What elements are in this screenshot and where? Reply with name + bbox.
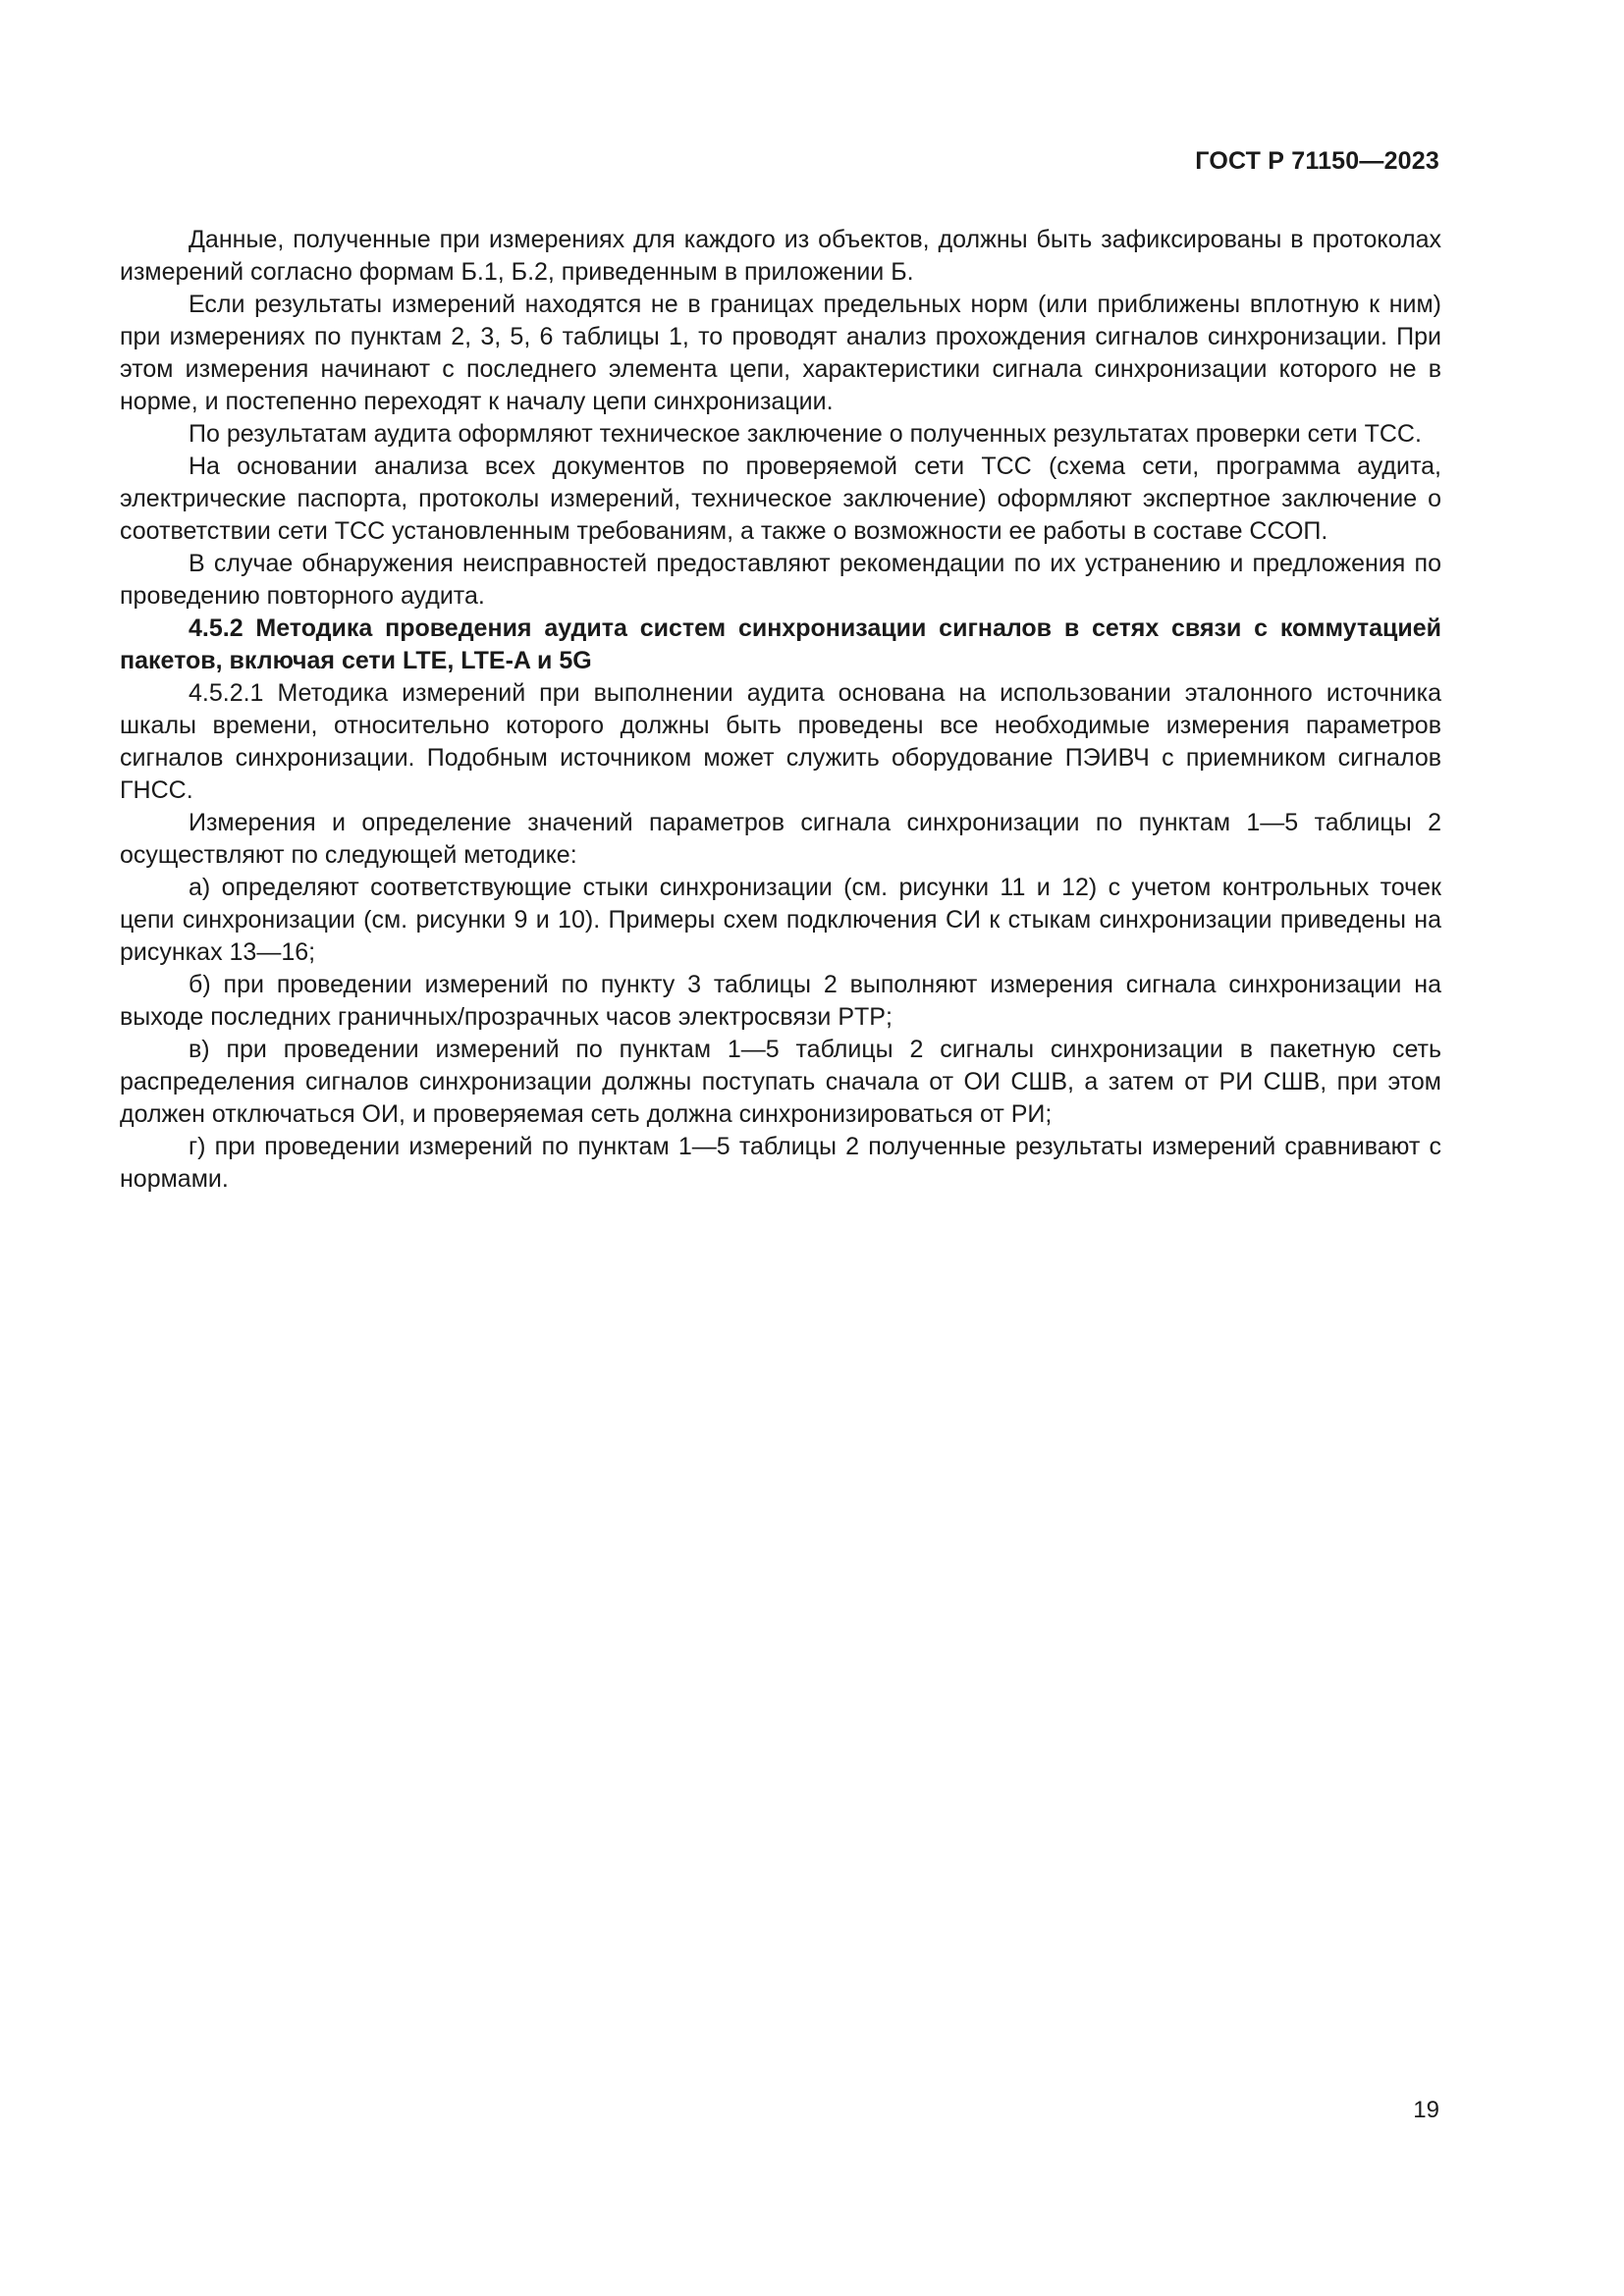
paragraph-out-of-limits-analysis: Если результаты измерений находятся не в границах предельных норм (или приближены вплотную к ним) при измерениях по пунктам 2, 3, 5, 6 таблицы 1, то проводят анализ прохождения сигналов синхронизации. При этом измерения начинают с последнего элемента цепи, характеристики сигнала синхронизации которого не в норме, и постепенно переходят к началу цепи синхронизации. [120, 291, 1441, 415]
document-standard-id: ГОСТ Р 71150—2023 [1195, 147, 1439, 175]
list-item-v: в) при проведении измерений по пунктам 1—5 таблицы 2 сигналы синхронизации в пакетную сеть распределения сигналов синхронизации должны поступать сначала от ОИ СШВ, а затем от РИ СШВ, при этом должен отключаться ОИ, и проверяемая сеть должна синхронизироваться от РИ; [120, 1036, 1441, 1128]
list-item-a: а) определяют соответствующие стыки синхронизации (см. рисунки 11 и 12) с учетом контрольных точек цепи синхронизации (см. рисунки 9 и 10). Примеры схем подключения СИ к стыкам синхронизации приведены на рисунках 13—16; [120, 874, 1441, 966]
paragraph-expert-conclusion: На основании анализа всех документов по проверяемой сети ТСС (схема сети, программа аудита, электрические паспорта, протоколы измерений, техническое заключение) оформляют экспертное заключение о соответствии сети ТСС установленным требованиям, а также о возможности ее работы в составе ССОП. [120, 453, 1441, 545]
paragraph-measurement-method-intro: Измерения и определение значений параметров сигнала синхронизации по пунктам 1—5 таблицы 2 осуществляют по следующей методике: [120, 809, 1441, 869]
paragraph-technical-conclusion: По результатам аудита оформляют техническое заключение о полученных результатах проверки сети ТСС. [189, 420, 1422, 448]
section-heading-4-5-2: 4.5.2 Методика проведения аудита систем синхронизации сигналов в сетях связи с коммутацией пакетов, включая сети LTE, LTE-A и 5G [120, 614, 1441, 674]
document-body [120, 224, 1441, 1196]
page-number: 19 [1413, 2097, 1439, 2123]
paragraph-4-5-2-1: 4.5.2.1 Методика измерений при выполнении аудита основана на использовании эталонного источника шкалы времени, относительно которого должны быть проведены все необходимые измерения параметров сигналов синхронизации. Подобным источником может служить оборудование ПЭИВЧ с приемником сигналов ГНСС. [120, 679, 1441, 804]
paragraph-recommendations: В случае обнаружения неисправностей предоставляют рекомендации по их устранению и предложения по проведению повторного аудита. [120, 550, 1441, 610]
list-item-b: б) при проведении измерений по пункту 3 таблицы 2 выполняют измерения сигнала синхронизации на выходе последних граничных/прозрачных часов электросвязи PTP; [120, 971, 1441, 1031]
list-item-g: г) при проведении измерений по пунктам 1—5 таблицы 2 полученные результаты измерений сравнивают с нормами. [120, 1133, 1441, 1193]
paragraph-measurement-records: Данные, полученные при измерениях для каждого из объектов, должны быть зафиксированы в протоколах измерений согласно формам Б.1, Б.2, приведенным в приложении Б. [120, 226, 1441, 286]
